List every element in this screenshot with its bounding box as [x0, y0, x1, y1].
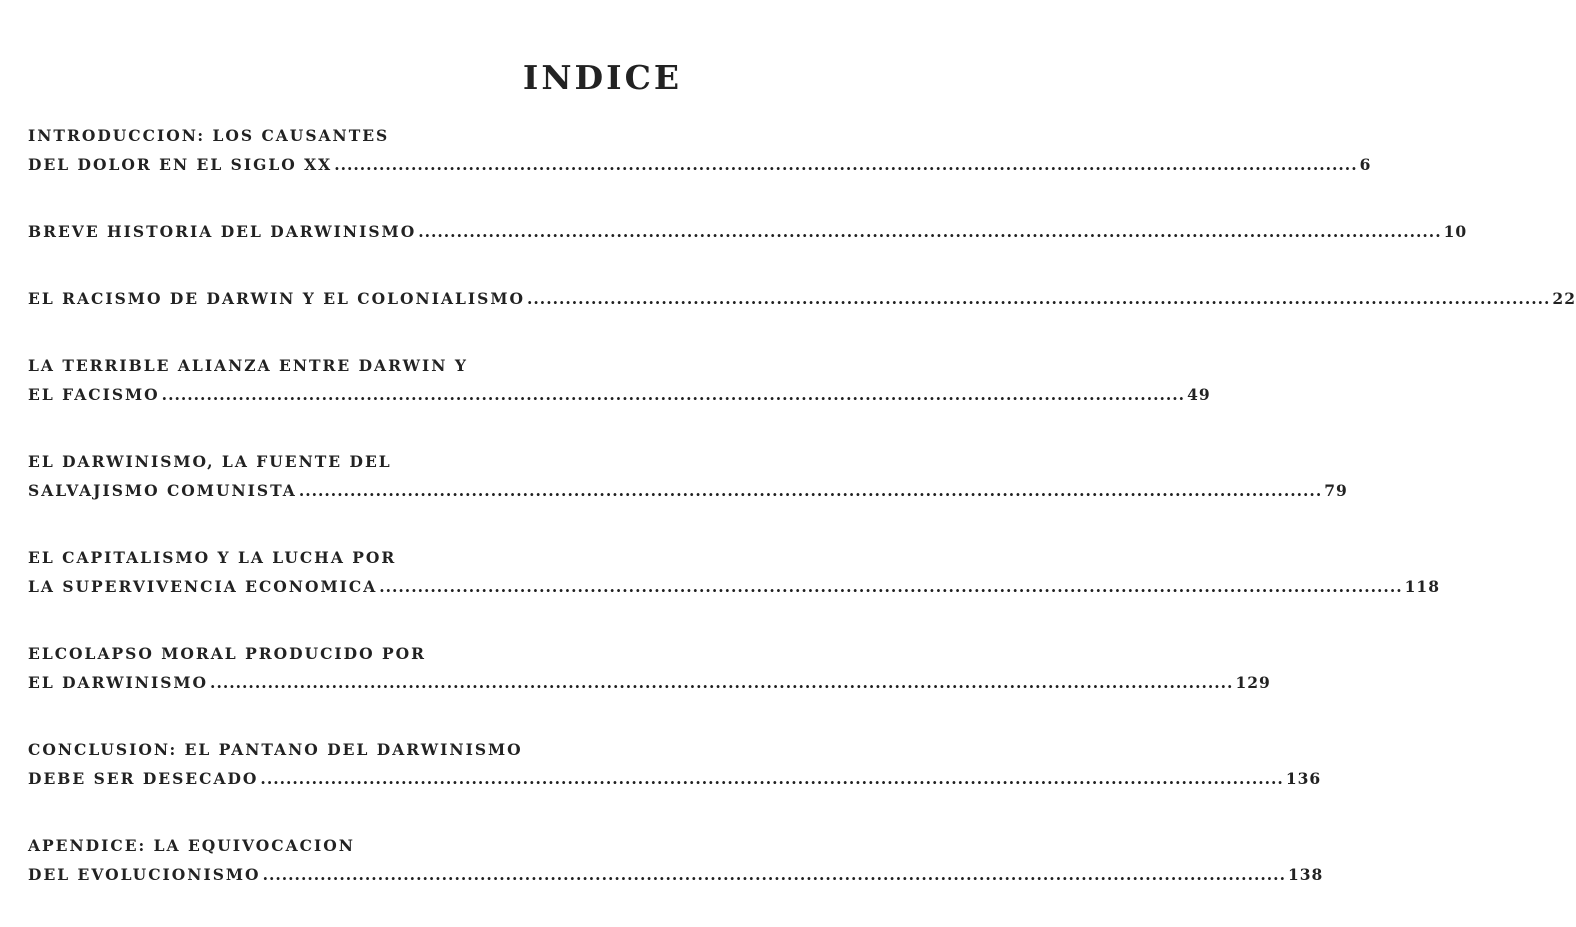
toc-entry-leader-line	[28, 476, 1348, 505]
toc-entry-title-line: EL CAPITALISMO Y LA LUCHA POR	[28, 548, 397, 567]
toc-page-number: 10	[1443, 222, 1468, 241]
dot-leader: ................................................................................................................................................................	[210, 673, 1234, 692]
toc-entry-title-line: LA SUPERVIVENCIA ECONOMICA	[28, 577, 378, 596]
toc-page-number: 49	[1187, 385, 1211, 404]
toc-entry-title-line: CONCLUSION: EL PANTANO DEL DARWINISMO	[28, 740, 523, 759]
toc-entry	[28, 284, 1576, 313]
toc-entry	[28, 735, 1322, 793]
dot-leader: ................................................................................................................................................................	[262, 865, 1286, 884]
toc-entry-leader-line	[28, 284, 1576, 313]
toc-page-number: 136	[1285, 769, 1322, 788]
toc-entry	[28, 447, 1348, 505]
toc-entry-title-line: EL FACISMO	[28, 385, 160, 404]
toc-entry-title-line: SALVAJISMO COMUNISTA	[28, 481, 297, 500]
toc-entry-title-line: ELCOLAPSO MORAL PRODUCIDO POR	[28, 644, 427, 663]
dot-leader: ................................................................................................................................................................	[298, 481, 1323, 500]
toc-entry-title-line: APENDICE: LA EQUIVOCACION	[28, 836, 355, 855]
toc-entry-leader-line	[28, 572, 1440, 601]
table-of-contents	[28, 121, 1576, 927]
toc-entry-title-line: INTRODUCCION: LOS CAUSANTES	[28, 126, 390, 145]
toc-entry-leader-line	[28, 150, 1372, 179]
toc-entry-title-line: EL DARWINISMO	[28, 673, 209, 692]
dot-leader: ................................................................................................................................................................	[527, 289, 1551, 308]
toc-entry-leader-line	[28, 380, 1211, 409]
toc-entry-leader-line	[28, 217, 1468, 246]
toc-entry-title-line: DEBE SER DESECADO	[28, 769, 259, 788]
toc-page-number: 129	[1235, 673, 1271, 692]
toc-entry	[28, 217, 1468, 246]
toc-entry	[28, 543, 1440, 601]
toc-entry	[28, 831, 1324, 889]
toc-entry	[28, 351, 1211, 409]
toc-entry-title-line: LA TERRIBLE ALIANZA ENTRE DARWIN Y	[28, 356, 468, 375]
toc-entry-leader-line	[28, 764, 1322, 793]
toc-page-number: 118	[1404, 577, 1440, 596]
toc-page-number: 138	[1287, 865, 1324, 884]
toc-entry-title-line: EL RACISMO DE DARWIN Y EL COLONIALISMO	[28, 289, 525, 308]
toc-entry-leader-line	[28, 860, 1324, 889]
toc-page-number: 6	[1359, 155, 1372, 174]
dot-leader: ................................................................................................................................................................	[379, 577, 1403, 596]
toc-entry-leader-line	[28, 668, 1271, 697]
toc-entry	[28, 121, 1372, 179]
dot-leader: ................................................................................................................................................................	[334, 155, 1358, 174]
toc-entry-title-line: DEL EVOLUCIONISMO	[28, 865, 261, 884]
toc-entry-title-line: EL DARWINISMO, LA FUENTE DEL	[28, 452, 392, 471]
toc-page-number: 79	[1324, 481, 1348, 500]
toc-entry-title-line: BREVE HISTORIA DEL DARWINISMO	[28, 222, 417, 241]
toc-entry-title-line: DEL DOLOR EN EL SIGLO XX	[28, 155, 333, 174]
toc-entry	[28, 639, 1271, 697]
dot-leader: ................................................................................................................................................................	[260, 769, 1284, 788]
dot-leader: ................................................................................................................................................................	[161, 385, 1186, 404]
page-title: INDICE	[522, 58, 682, 97]
dot-leader: ................................................................................................................................................................	[418, 222, 1442, 241]
toc-page-number: 22	[1552, 289, 1576, 308]
